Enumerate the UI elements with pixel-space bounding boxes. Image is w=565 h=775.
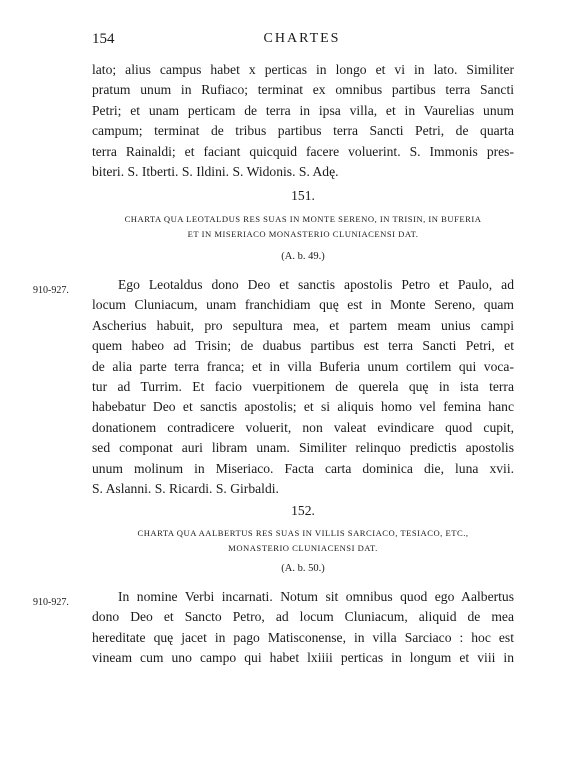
text-line: sed componat auri libram unam. Similiter relinquo predictis apostolis bbox=[92, 440, 514, 456]
heading-line: MONASTERIO CLUNIACENSI DAT. bbox=[228, 543, 378, 553]
text-line: terra Rainaldi; et faciant quicquid facere voluerint. S. Immonis pres- bbox=[92, 143, 514, 159]
text-line: campum; terminat de tribus partibus terra Sancti Petri, de quarta bbox=[92, 123, 514, 139]
text-line: unum molinum in Miseriaco. Facta carta dominica die, luna xvii. bbox=[92, 460, 514, 476]
charter-151-reference: (A. b. 49.) bbox=[281, 251, 325, 262]
text-line: hereditate quę jacet in pago Matisconense, in villa Sarciaco : hoc est bbox=[92, 629, 514, 645]
charter-152-reference: (A. b. 50.) bbox=[281, 563, 325, 574]
text-line: tur ad Turrim. Et facio vuerpitionem de querela quę in ista terra bbox=[92, 378, 514, 394]
text-line: habebatur Deo et sanctis apostolis; et si aliquis homo vel femina hanc bbox=[92, 399, 514, 415]
charter-151-heading bbox=[92, 212, 514, 242]
heading-line: CHARTA QUA LEOTALDUS RES SUAS IN MONTE SERENO, IN TRISIN, IN BUFERIA bbox=[124, 214, 482, 224]
text-line: S. Aslanni. S. Ricardi. S. Girbaldi. bbox=[92, 480, 279, 496]
text-line: de alia parte terra franca; et in villa Buferia unum cortilem qui voca- bbox=[92, 358, 514, 374]
text-line: lato; alius campus habet x perticas in longo et vi in lato. Similiter bbox=[92, 62, 514, 77]
text-line: Ascherius habuit, pro sepultura mea, et partem meam unius campi bbox=[92, 317, 514, 333]
charter-151-text bbox=[92, 275, 514, 499]
charter-151-number: 151. bbox=[291, 188, 315, 203]
text-line: dono Deo et Sancto Petro, ad locum Cluniacum, aliquid de mea bbox=[92, 609, 514, 625]
text-line: In nomine Verbi incarnati. Notum sit omnibus quod ego Aalbertus bbox=[118, 589, 514, 604]
text-line: donationem contradicere voluerit, non valeat evindicare quod cupit, bbox=[92, 419, 514, 435]
charter-152-text bbox=[92, 587, 514, 669]
text-line: Ego Leotaldus dono Deo et sanctis apostolis Petro et Paulo, ad bbox=[118, 277, 514, 292]
heading-line: CHARTA QUA AALBERTUS RES SUAS IN VILLIS SARCIACO, TESIACO, ETC., bbox=[137, 528, 469, 538]
page-header bbox=[92, 31, 512, 53]
text-line: vineam cum uno campo qui habet lxiiii perticas in longum et viii in bbox=[92, 650, 514, 666]
charter-151-margin-date: 910-927. bbox=[33, 285, 69, 296]
continuation-text bbox=[92, 60, 514, 182]
text-line: locum Cluniacum, unam franchidiam quę est in Monte Sereno, quam bbox=[92, 297, 514, 313]
charter-152-number: 152. bbox=[291, 503, 315, 518]
charter-152-heading bbox=[92, 526, 514, 556]
page-number: 154 bbox=[92, 31, 115, 47]
text-line: pratum unum in Rufiaco; terminat ex omnibus partibus terra Sancti bbox=[92, 82, 514, 98]
heading-line: ET IN MISERIACO MONASTERIO CLUNIACENSI DAT. bbox=[187, 229, 419, 239]
text-line: biteri. S. Itberti. S. Ildini. S. Widonis. S. Adę. bbox=[92, 163, 339, 179]
running-title: CHARTES bbox=[263, 31, 341, 46]
text-line: Petri; et unam perticam de terra in ipsa villa, et in Vaurelias unum bbox=[92, 102, 514, 118]
charter-152-margin-date: 910-927. bbox=[33, 597, 69, 608]
text-line: quem habeo ad Trisin; de duabus partibus est terra Sancti Petri, et bbox=[92, 338, 514, 354]
